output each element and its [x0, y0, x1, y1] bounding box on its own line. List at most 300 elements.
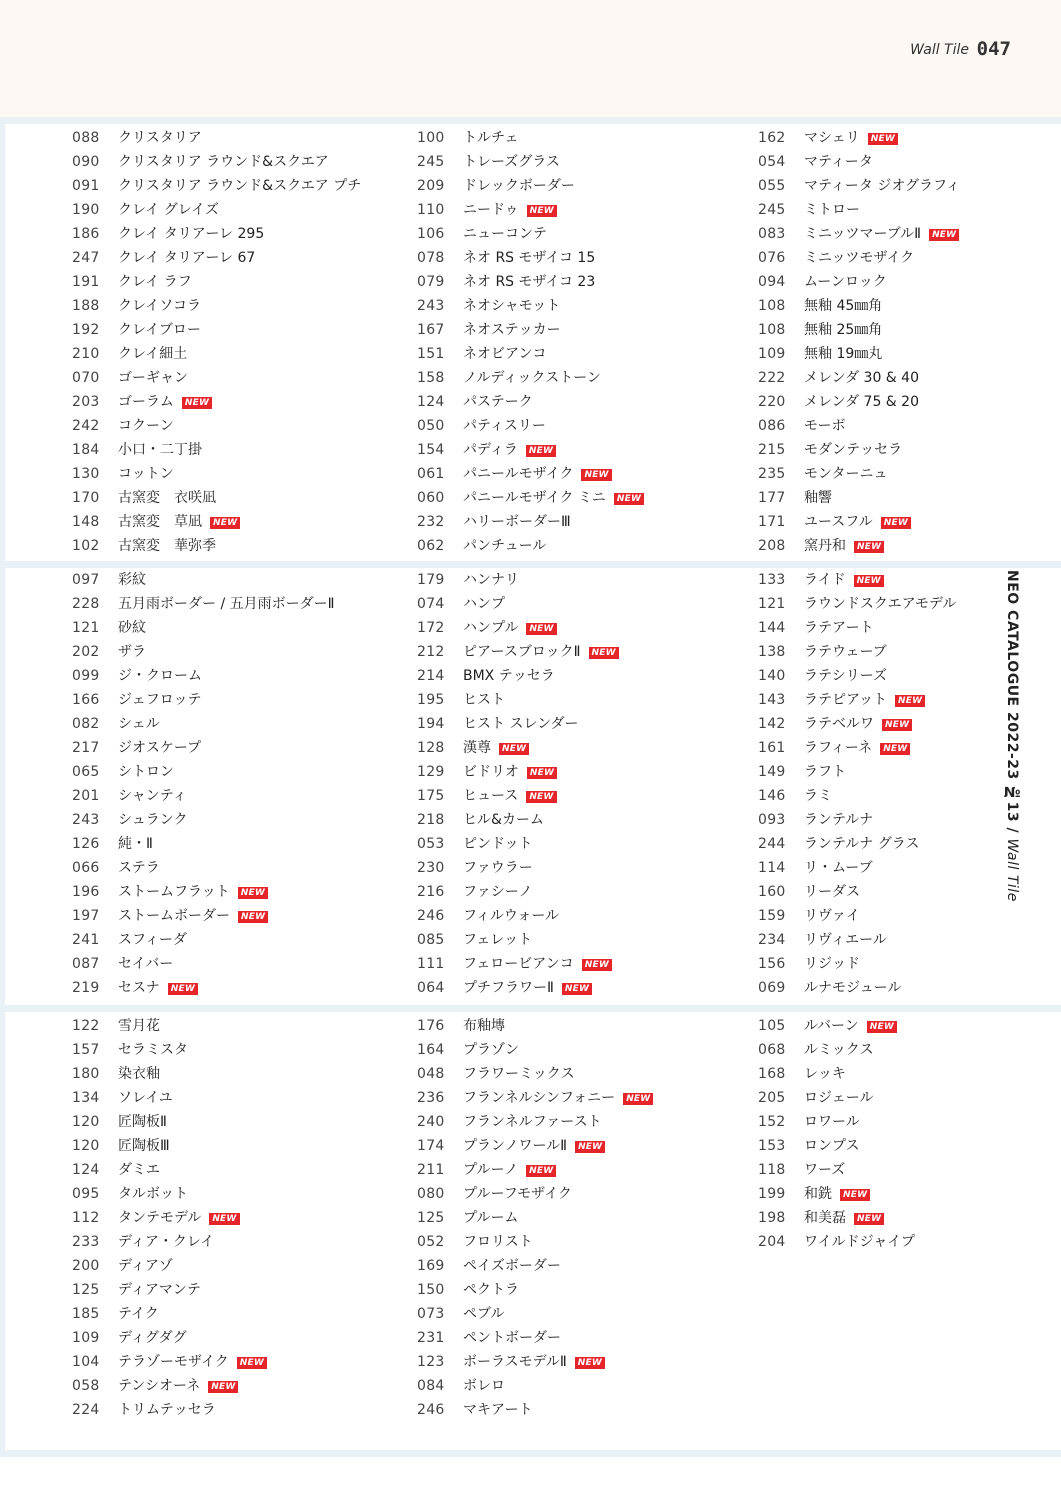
- product-name: テイク: [118, 1306, 159, 1322]
- product-name: メレンダ 75 & 20: [804, 394, 919, 410]
- page-ref: 134: [72, 1090, 100, 1106]
- page-ref: 090: [72, 154, 100, 170]
- page-ref: 190: [72, 202, 100, 218]
- product-name: マキアート: [463, 1402, 533, 1418]
- page-ref: 194: [417, 716, 445, 732]
- page-ref: 130: [72, 466, 100, 482]
- page-ref: 204: [758, 1234, 786, 1250]
- new-badge: NEW: [562, 983, 592, 995]
- page-ref: 124: [417, 394, 445, 410]
- page-ref: 062: [417, 538, 445, 554]
- new-badge: NEW: [929, 229, 959, 241]
- page-ref: 218: [417, 812, 445, 828]
- product-name: ムーンロック: [804, 274, 887, 290]
- new-badge: NEW: [237, 1357, 267, 1369]
- product-name: ペブル: [463, 1306, 505, 1322]
- product-name: シュランク: [118, 812, 188, 828]
- new-badge: NEW: [854, 575, 884, 587]
- product-name: パニールモザイク ミニ NEW: [463, 486, 644, 510]
- page-ref: 158: [417, 370, 445, 386]
- product-name: マティータ ジオグラフィ: [804, 178, 960, 194]
- product-name: フィルウォール: [463, 908, 560, 924]
- page-ref: 236: [417, 1090, 445, 1106]
- page-ref: 149: [758, 764, 786, 780]
- page-ref: 195: [417, 692, 445, 708]
- page-ref: 151: [417, 346, 445, 362]
- divider-band: [0, 117, 1061, 124]
- section-label: Wall Tile: [910, 42, 969, 58]
- product-name: ボレロ: [463, 1378, 505, 1394]
- new-badge: NEW: [582, 959, 612, 971]
- product-name: リーダス: [804, 884, 860, 900]
- product-name: 匠陶板Ⅱ: [118, 1114, 167, 1130]
- product-name: 釉響: [804, 490, 832, 506]
- product-name: ラテベルワ NEW: [804, 712, 912, 736]
- new-badge: NEW: [614, 493, 644, 505]
- page-ref: 150: [417, 1282, 445, 1298]
- product-name: ルバーン NEW: [804, 1014, 897, 1038]
- page-ref: 199: [758, 1186, 786, 1202]
- product-name: ディアゾ: [118, 1258, 173, 1274]
- page-ref: 065: [72, 764, 100, 780]
- page-ref: 242: [72, 418, 100, 434]
- new-badge: NEW: [168, 983, 198, 995]
- page-ref: 087: [72, 956, 100, 972]
- divider-band: [0, 1450, 1061, 1457]
- page-ref: 230: [417, 860, 445, 876]
- page-ref: 243: [417, 298, 445, 314]
- product-name: セラミスタ: [118, 1042, 188, 1058]
- page-ref: 205: [758, 1090, 786, 1106]
- page-ref: 148: [72, 514, 100, 530]
- product-name: クリスタリア ラウンド&スクエア: [118, 154, 329, 170]
- page-ref: 128: [417, 740, 445, 756]
- page-ref: 124: [72, 1162, 100, 1178]
- product-name: テンシオーネ NEW: [118, 1374, 238, 1398]
- new-badge: NEW: [208, 1381, 238, 1393]
- product-name: プランノワールⅡ NEW: [463, 1134, 605, 1158]
- product-name: ペントボーダー: [463, 1330, 561, 1346]
- product-name: ディア・クレイ: [118, 1234, 215, 1250]
- product-name: ランテルナ グラス: [804, 836, 920, 852]
- product-name: ラテシリーズ: [804, 668, 888, 684]
- page-ref: 109: [758, 346, 786, 362]
- page-ref: 247: [72, 250, 100, 266]
- product-name: クレイ グレイズ: [118, 202, 219, 218]
- page-ref: 086: [758, 418, 786, 434]
- product-name: モーボ: [804, 418, 846, 434]
- product-name: ワイルドジャイプ: [804, 1234, 915, 1250]
- page-ref: 118: [758, 1162, 786, 1178]
- product-name: 純・Ⅱ: [118, 836, 153, 852]
- page-ref: 185: [72, 1306, 100, 1322]
- product-name: 砂紋: [118, 620, 146, 636]
- page-ref: 050: [417, 418, 445, 434]
- product-name: フランネルシンフォニー NEW: [463, 1086, 653, 1110]
- page-ref: 111: [417, 956, 445, 972]
- page-ref: 074: [417, 596, 445, 612]
- page-ref: 099: [72, 668, 100, 684]
- page-ref: 068: [758, 1042, 786, 1058]
- product-name: クリスタリア: [118, 130, 202, 146]
- page-ref: 120: [72, 1138, 100, 1154]
- product-name: フェレット: [463, 932, 533, 948]
- product-name: ロンプス: [804, 1138, 860, 1154]
- page-ref: 122: [72, 1018, 100, 1034]
- page-ref: 108: [758, 298, 786, 314]
- product-name: 雪月花: [118, 1018, 160, 1034]
- page-ref: 073: [417, 1306, 445, 1322]
- page-ref: 106: [417, 226, 445, 242]
- page-ref: 140: [758, 668, 786, 684]
- product-name: クレイ タリアーレ 67: [118, 250, 256, 266]
- product-name: ミトロー: [804, 202, 860, 218]
- product-name: ルミックス: [804, 1042, 874, 1058]
- product-name: プルーノ NEW: [463, 1158, 556, 1182]
- product-name: 彩紋: [118, 572, 146, 588]
- product-name: セイバー: [118, 956, 174, 972]
- product-name: リヴァイ: [804, 908, 860, 924]
- page-ref: 142: [758, 716, 786, 732]
- page-ref: 188: [72, 298, 100, 314]
- product-name: ライド NEW: [804, 568, 884, 592]
- page-ref: 097: [72, 572, 100, 588]
- page-ref: 203: [72, 394, 100, 410]
- page-ref: 215: [758, 442, 786, 458]
- page-ref: 219: [72, 980, 100, 996]
- product-name: フロリスト: [463, 1234, 533, 1250]
- new-badge: NEW: [527, 767, 557, 779]
- page-ref: 169: [417, 1258, 445, 1274]
- product-name: フラワーミックス: [463, 1066, 575, 1082]
- page-ref: 088: [72, 130, 100, 146]
- product-name: パニールモザイク NEW: [463, 462, 612, 486]
- product-name: ラフト: [804, 764, 846, 780]
- new-badge: NEW: [895, 695, 925, 707]
- page-ref: 211: [417, 1162, 445, 1178]
- product-name: フェロービアンコ NEW: [463, 952, 612, 976]
- page-ref: 052: [417, 1234, 445, 1250]
- product-name: ビドリオ NEW: [463, 760, 557, 784]
- product-name: ディアマンテ: [118, 1282, 201, 1298]
- product-name: 無釉 19㎜丸: [804, 346, 883, 362]
- new-badge: NEW: [854, 541, 884, 553]
- product-name: プルーフモザイク: [463, 1186, 572, 1202]
- page-ref: 162: [758, 130, 786, 146]
- product-name: ヒル&カーム: [463, 812, 544, 828]
- catalogue-section: Wall Tile: [1004, 838, 1020, 902]
- page-ref: 078: [417, 250, 445, 266]
- page-ref: 125: [417, 1210, 445, 1226]
- product-name: 古窯変 衣咲凪: [118, 490, 216, 506]
- page-ref: 093: [758, 812, 786, 828]
- page-ref: 171: [758, 514, 786, 530]
- product-name: ゴーラム NEW: [118, 390, 212, 414]
- page-ref: 105: [758, 1018, 786, 1034]
- page-ref: 243: [72, 812, 100, 828]
- product-name: クレイブロー: [118, 322, 201, 338]
- product-name: ストームフラット NEW: [118, 880, 268, 904]
- page-ref: 244: [758, 836, 786, 852]
- product-name: 古窯変 華弥季: [118, 538, 216, 554]
- page-ref: 233: [72, 1234, 100, 1250]
- product-name: ファシーノ: [463, 884, 533, 900]
- page-ref: 246: [417, 1402, 445, 1418]
- page-ref: 109: [72, 1330, 100, 1346]
- product-name: ネオ RS モザイコ 15: [463, 250, 596, 266]
- product-name: ストームボーダー NEW: [118, 904, 268, 928]
- page-ref: 114: [758, 860, 786, 876]
- page-ref: 202: [72, 644, 100, 660]
- page-ref: 200: [72, 1258, 100, 1274]
- product-name: 染衣釉: [118, 1066, 160, 1082]
- product-name: リヴィエール: [804, 932, 887, 948]
- new-badge: NEW: [868, 133, 898, 145]
- page-ref: 198: [758, 1210, 786, 1226]
- page-ref: 196: [72, 884, 100, 900]
- page-ref: 197: [72, 908, 100, 924]
- page-ref: 222: [758, 370, 786, 386]
- product-name: 布釉塼: [463, 1018, 505, 1034]
- product-name: ネオ RS モザイコ 23: [463, 274, 596, 290]
- page-ref: 217: [72, 740, 100, 756]
- new-badge: NEW: [581, 469, 611, 481]
- new-badge: NEW: [575, 1357, 605, 1369]
- page-ref: 082: [72, 716, 100, 732]
- product-name: ラテウェーブ: [804, 644, 887, 660]
- product-name: モンターニュ: [804, 466, 888, 482]
- new-badge: NEW: [499, 743, 529, 755]
- page-ref: 245: [758, 202, 786, 218]
- catalogue-title: NEO CATALOGUE 2022-23 №13 /: [1004, 570, 1020, 839]
- page-ref: 232: [417, 514, 445, 530]
- left-edge-bar: [0, 561, 5, 1006]
- product-name: フランネルファースト: [463, 1114, 602, 1130]
- page-number: 047: [976, 38, 1011, 60]
- page-ref: 170: [72, 490, 100, 506]
- page-ref: 212: [417, 644, 445, 660]
- product-name: ラテアート: [804, 620, 874, 636]
- page-ref: 094: [758, 274, 786, 290]
- product-name: ハンプル NEW: [463, 616, 557, 640]
- page-ref: 160: [758, 884, 786, 900]
- product-name: ファウラー: [463, 860, 533, 876]
- product-name: 和銑 NEW: [804, 1182, 870, 1206]
- page-ref: 058: [72, 1378, 100, 1394]
- left-edge-bar: [0, 117, 5, 562]
- product-name: ニードゥ NEW: [463, 198, 557, 222]
- product-name: ラフィーネ NEW: [804, 736, 910, 760]
- page-ref: 174: [417, 1138, 445, 1154]
- page-ref: 220: [758, 394, 786, 410]
- new-badge: NEW: [867, 1021, 897, 1033]
- page-ref: 201: [72, 788, 100, 804]
- new-badge: NEW: [589, 647, 619, 659]
- product-name: ピンドット: [463, 836, 533, 852]
- new-badge: NEW: [182, 397, 212, 409]
- page-ref: 144: [758, 620, 786, 636]
- page-ref: 240: [417, 1114, 445, 1130]
- page-ref: 060: [417, 490, 445, 506]
- page-ref: 192: [72, 322, 100, 338]
- product-name: ジェフロッテ: [118, 692, 202, 708]
- product-name: パディラ NEW: [463, 438, 556, 462]
- product-name: プラゾン: [463, 1042, 519, 1058]
- new-badge: NEW: [526, 1165, 556, 1177]
- product-name: パンチュール: [463, 538, 547, 554]
- product-name: 無釉 25㎜角: [804, 322, 883, 338]
- product-name: ワーズ: [804, 1162, 846, 1178]
- product-name: ネオステッカー: [463, 322, 561, 338]
- product-name: シトロン: [118, 764, 174, 780]
- product-name: ヒスト: [463, 692, 505, 708]
- page-ref: 164: [417, 1042, 445, 1058]
- product-name: 和美磊 NEW: [804, 1206, 884, 1230]
- page-ref: 157: [72, 1042, 100, 1058]
- product-name: ハンナリ: [463, 572, 519, 588]
- page-ref: 146: [758, 788, 786, 804]
- page-ref: 210: [72, 346, 100, 362]
- page-ref: 153: [758, 1138, 786, 1154]
- product-name: ネオビアンコ: [463, 346, 547, 362]
- page-ref: 053: [417, 836, 445, 852]
- new-badge: NEW: [209, 1213, 239, 1225]
- page-ref: 152: [758, 1114, 786, 1130]
- page-ref: 100: [417, 130, 445, 146]
- product-name: ドレックボーダー: [463, 178, 575, 194]
- divider-band: [0, 1005, 1061, 1012]
- product-name: シャンティ: [118, 788, 187, 804]
- page-ref: 054: [758, 154, 786, 170]
- page-ref: 110: [417, 202, 445, 218]
- product-name: ハリーボーダーⅢ: [463, 514, 571, 530]
- product-name: コットン: [118, 466, 174, 482]
- page-ref: 138: [758, 644, 786, 660]
- product-name: タンテモデル NEW: [118, 1206, 240, 1230]
- product-name: リジッド: [804, 956, 860, 972]
- product-name: テラゾーモザイク NEW: [118, 1350, 267, 1374]
- page-ref: 108: [758, 322, 786, 338]
- new-badge: NEW: [526, 791, 556, 803]
- page-ref: 172: [417, 620, 445, 636]
- page-ref: 121: [758, 596, 786, 612]
- product-name: タルボット: [118, 1186, 188, 1202]
- product-name: ランテルナ: [804, 812, 874, 828]
- product-name: 無釉 45㎜角: [804, 298, 883, 314]
- product-name: ユースフル NEW: [804, 510, 911, 534]
- new-badge: NEW: [575, 1141, 605, 1153]
- page-ref: 069: [758, 980, 786, 996]
- page-ref: 104: [72, 1354, 100, 1370]
- page-ref: 216: [417, 884, 445, 900]
- page-ref: 083: [758, 226, 786, 242]
- page-ref: 191: [72, 274, 100, 290]
- page-ref: 123: [417, 1354, 445, 1370]
- product-name: ラミ: [804, 788, 832, 804]
- page-ref: 095: [72, 1186, 100, 1202]
- product-name: 漢尊 NEW: [463, 736, 529, 760]
- product-name: ハンプ: [463, 596, 505, 612]
- product-name: トルチェ: [463, 130, 519, 146]
- product-name: シェル: [118, 716, 160, 732]
- product-name: リ・ムーブ: [804, 860, 873, 876]
- page-ref: 120: [72, 1114, 100, 1130]
- product-name: ゴーギャン: [118, 370, 188, 386]
- page-ref: 177: [758, 490, 786, 506]
- page-ref: 143: [758, 692, 786, 708]
- page-ref: 166: [72, 692, 100, 708]
- product-name: クレイソコラ: [118, 298, 202, 314]
- product-name: ロジェール: [804, 1090, 874, 1106]
- page-ref: 241: [72, 932, 100, 948]
- page-ref: 214: [417, 668, 445, 684]
- page-ref: 209: [417, 178, 445, 194]
- product-name: パティスリー: [463, 418, 546, 434]
- product-name: クレイ細土: [118, 346, 188, 362]
- page-ref: 126: [72, 836, 100, 852]
- page-ref: 133: [758, 572, 786, 588]
- product-name: ヒュース NEW: [463, 784, 557, 808]
- page-ref: 080: [417, 1186, 445, 1202]
- product-name: モダンテッセラ: [804, 442, 903, 458]
- page-ref: 070: [72, 370, 100, 386]
- page-ref: 179: [417, 572, 445, 588]
- product-name: ペイズボーダー: [463, 1258, 561, 1274]
- product-name: ミニッツマーブルⅡ NEW: [804, 222, 959, 246]
- page-ref: 176: [417, 1018, 445, 1034]
- new-badge: NEW: [526, 445, 556, 457]
- product-name: ダミエ: [118, 1162, 160, 1178]
- product-name: 小口・二丁掛: [118, 442, 202, 458]
- page-ref: 085: [417, 932, 445, 948]
- product-name: ヒスト スレンダー: [463, 716, 579, 732]
- left-edge-bar: [0, 1005, 5, 1451]
- product-name: ペクトラ: [463, 1282, 519, 1298]
- product-name: ピアースブロックⅡ NEW: [463, 640, 619, 664]
- product-name: レッキ: [804, 1066, 846, 1082]
- product-name: ネオシャモット: [463, 298, 561, 314]
- product-name: ニューコンテ: [463, 226, 547, 242]
- new-badge: NEW: [238, 887, 268, 899]
- page-ref: 167: [417, 322, 445, 338]
- product-name: BMX テッセラ: [463, 668, 555, 684]
- new-badge: NEW: [210, 517, 240, 529]
- page-ref: 121: [72, 620, 100, 636]
- page-ref: 102: [72, 538, 100, 554]
- page-ref: 175: [417, 788, 445, 804]
- catalogue-side-label: [1004, 570, 1020, 902]
- product-name: ボーラスモデルⅡ NEW: [463, 1350, 605, 1374]
- product-name: ジ・クローム: [118, 668, 202, 684]
- page-ref: 245: [417, 154, 445, 170]
- product-name: ルナモジュール: [804, 980, 902, 996]
- page-ref: 184: [72, 442, 100, 458]
- page-ref: 235: [758, 466, 786, 482]
- page-ref: 048: [417, 1066, 445, 1082]
- page-ref: 079: [417, 274, 445, 290]
- product-name: ジオスケープ: [118, 740, 202, 756]
- product-name: ステラ: [118, 860, 160, 876]
- new-badge: NEW: [880, 743, 910, 755]
- page-ref: 231: [417, 1330, 445, 1346]
- page-ref: 156: [758, 956, 786, 972]
- page-ref: 234: [758, 932, 786, 948]
- new-badge: NEW: [526, 623, 556, 635]
- page-ref: 208: [758, 538, 786, 554]
- product-name: クレイ ラフ: [118, 274, 192, 290]
- page-ref: 066: [72, 860, 100, 876]
- new-badge: NEW: [623, 1093, 653, 1105]
